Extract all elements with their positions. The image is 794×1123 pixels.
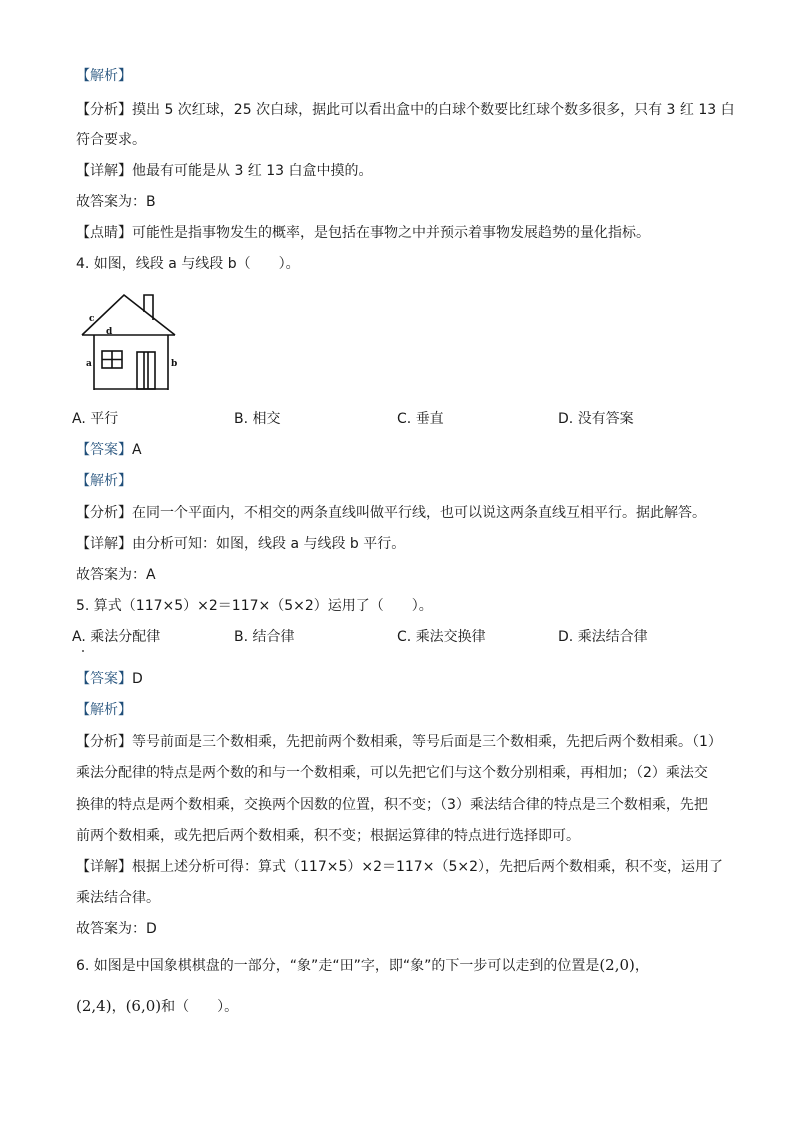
daan-label: 【答案】 [76,442,132,458]
xiangjie-text: 他最有可能是从 3 红 13 白盒中摸的。 [132,163,373,179]
house-figure [80,290,190,390]
q3-fenxi-line2: 符合要求。 [76,132,146,148]
fenxi-label: 【分析】 [76,734,132,750]
q6-stem-tail: 和（ ）。 [161,999,239,1015]
q4-daan [76,440,142,460]
q4-answer-line: 故答案为：A [76,567,156,583]
q4-option-b[interactable]: B. 相交 [234,411,281,427]
xiangjie-label: 【详解】 [76,163,132,179]
q4-fenxi [76,503,706,523]
xiangjie-label: 【详解】 [76,536,132,552]
coord-2-4: (2,4) [76,997,112,1015]
q4-option-c[interactable]: C. 垂直 [397,411,444,427]
q5-option-a[interactable]: A. 乘法分配律 [72,629,161,645]
q4-xiangjie [76,534,405,554]
label-a: a [86,359,92,369]
q5-answer-line: 故答案为：D [76,921,157,937]
label-b: b [171,359,178,369]
q5-xiangjie-line1 [76,857,723,877]
fenxi-text: 等号前面是三个数相乘，先把前两个数相乘，等号后面是三个数相乘，先把后两个数相乘。（1） [132,734,722,750]
stray-dot [82,650,84,652]
q3-dianjing [76,223,650,243]
coord-2-0: (2,0) [599,956,635,974]
jiexi-label: 【解析】 [76,68,132,84]
coord-6-0: (6,0) [125,997,162,1015]
q5-fenxi-line4: 前两个数相乘，或先把后两个数相乘，积不变；根据运算律的特点进行选择即可。 [76,828,580,844]
dianjing-text: 可能性是指事物发生的概率，是包括在事物之中并预示着事物发展趋势的量化指标。 [132,225,650,241]
daan-value: A [132,442,142,458]
q5-option-b[interactable]: B. 结合律 [234,629,295,645]
q4-option-d[interactable]: D. 没有答案 [558,411,634,427]
dianjing-label: 【点睛】 [76,225,132,241]
q5-fenxi-line2: 乘法分配律的特点是两个数的和与一个数相乘，可以先把它们与这个数分别相乘，再相加；（2）乘法交 [76,765,708,781]
q4-stem: 4. 如图，线段 a 与线段 b（ ）。 [76,256,300,272]
q5-xiangjie-line2: 乘法结合律。 [76,890,160,906]
label-c: c [89,314,95,324]
daan-label: 【答案】 [76,671,132,687]
q3-fenxi-line1 [76,100,735,120]
q5-fenxi-line1 [76,732,722,752]
xiangjie-text: 由分析可知：如图，线段 a 与线段 b 平行。 [132,536,406,552]
q4-option-a[interactable]: A. 平行 [72,411,119,427]
q5-jiexi [76,700,132,720]
jiexi-label: 【解析】 [76,702,132,718]
q5-fenxi-line3: 换律的特点是两个数相乘，交换两个因数的位置，积不变；（3）乘法结合律的特点是三个数相乘，先把 [76,797,708,813]
q6-stem-line1: 6. 如图是中国象棋棋盘的一部分，“象”走“田”字，即“象”的下一步可以走到的位置是(2,0)， [76,956,649,974]
q3-xiangjie [76,161,373,181]
xiangjie-label: 【详解】 [76,859,132,875]
daan-value: D [132,671,143,687]
q5-stem: 5. 算式（117×5）×2＝117×（5×2）运用了（ ）。 [76,598,433,614]
q3-answer-line: 故答案为：B [76,194,156,210]
q5-option-d[interactable]: D. 乘法结合律 [558,629,648,645]
q6-stem-line2: (2,4)，(6,0)和（ ）。 [76,997,239,1015]
q5-daan [76,669,143,689]
label-d: d [106,327,113,337]
q4-jiexi [76,471,132,491]
xiangjie-text: 根据上述分析可得：算式（117×5）×2＝117×（5×2），先把后两个数相乘，积不变，运用了 [132,859,723,875]
q5-option-c[interactable]: C. 乘法交换律 [397,629,486,645]
jiexi-label: 【解析】 [76,473,132,489]
fenxi-text: 在同一个平面内，不相交的两条直线叫做平行线，也可以说这两条直线互相平行。据此解答。 [132,505,706,521]
fenxi-label: 【分析】 [76,102,132,118]
q6-stem-text: 6. 如图是中国象棋棋盘的一部分，“象”走“田”字，即“象”的下一步可以走到的位置是 [76,958,600,974]
fenxi-text: 摸出 5 次红球，25 次白球，据此可以看出盒中的白球个数要比红球个数多很多，只有 3 红 13 白 [132,102,735,118]
jiexi-heading [76,66,132,86]
fenxi-label: 【分析】 [76,505,132,521]
